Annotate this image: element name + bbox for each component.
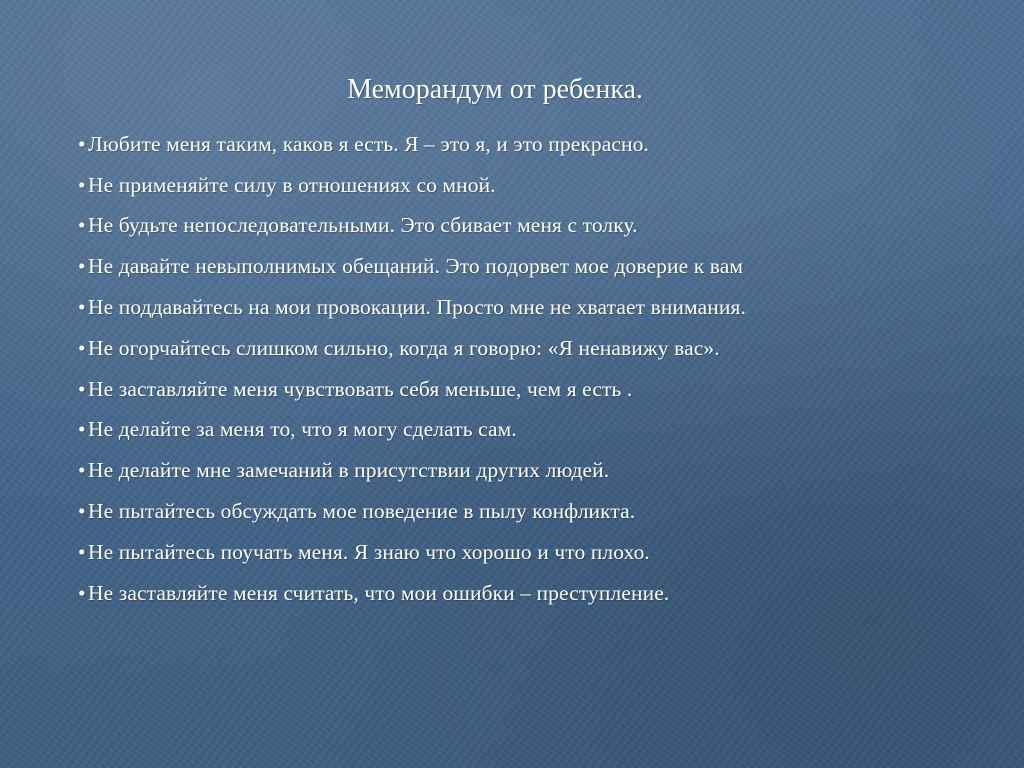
bullet: • — [78, 254, 86, 279]
list-item-text: Не поддавайтесь на мои провокации. Просто мне не хватает внимания. — [88, 295, 746, 320]
bullet: • — [78, 172, 86, 197]
memo-list — [78, 124, 998, 614]
list-item-text: Не делайте мне замечаний в присутствии других людей. — [88, 458, 610, 483]
list-item-text: Не пытайтесь обсуждать мое поведение в пылу конфликта. — [88, 499, 636, 524]
bullet: • — [78, 335, 86, 360]
list-item-text: Не заставляйте меня считать, что мои ошибки – преступление. — [88, 580, 670, 605]
list-item-text: Не огорчайтесь слишком сильно, когда я говорю: «Я ненавижу вас». — [88, 335, 720, 360]
list-item-text: Не будьте непоследовательными. Это сбивает меня с толку. — [88, 213, 638, 238]
bullet: • — [78, 295, 86, 320]
bullet: • — [78, 580, 86, 605]
list-item — [78, 410, 998, 451]
list-item — [78, 246, 998, 287]
list-item — [78, 124, 998, 165]
list-item-text: Не давайте невыполнимых обещаний. Это подорвет мое доверие к вам — [88, 254, 744, 279]
list-item — [78, 450, 998, 491]
list-item-text: Не делайте за меня то, что я могу сделать сам. — [88, 417, 517, 442]
list-item — [78, 532, 998, 573]
list-item-text: Не заставляйте меня чувствовать себя меньше, чем я есть . — [88, 376, 633, 401]
bullet: • — [78, 417, 86, 442]
list-item — [78, 287, 998, 328]
list-item — [78, 573, 998, 614]
list-item-text: Не пытайтесь поучать меня. Я знаю что хорошо и что плохо. — [88, 539, 650, 564]
bullet: • — [78, 499, 86, 524]
list-item — [78, 369, 998, 410]
bullet: • — [78, 376, 86, 401]
list-item — [78, 165, 998, 206]
slide-title: Меморандум от ребенка. — [347, 74, 643, 105]
list-item — [78, 491, 998, 532]
list-item — [78, 328, 998, 369]
bullet: • — [78, 213, 86, 238]
list-item-text: Любите меня таким, каков я есть. Я – это я, и это прекрасно. — [88, 131, 649, 156]
list-item-text: Не применяйте силу в отношениях со мной. — [88, 172, 496, 197]
bullet: • — [78, 131, 86, 156]
bullet: • — [78, 458, 86, 483]
list-item — [78, 206, 998, 247]
bullet: • — [78, 539, 86, 564]
